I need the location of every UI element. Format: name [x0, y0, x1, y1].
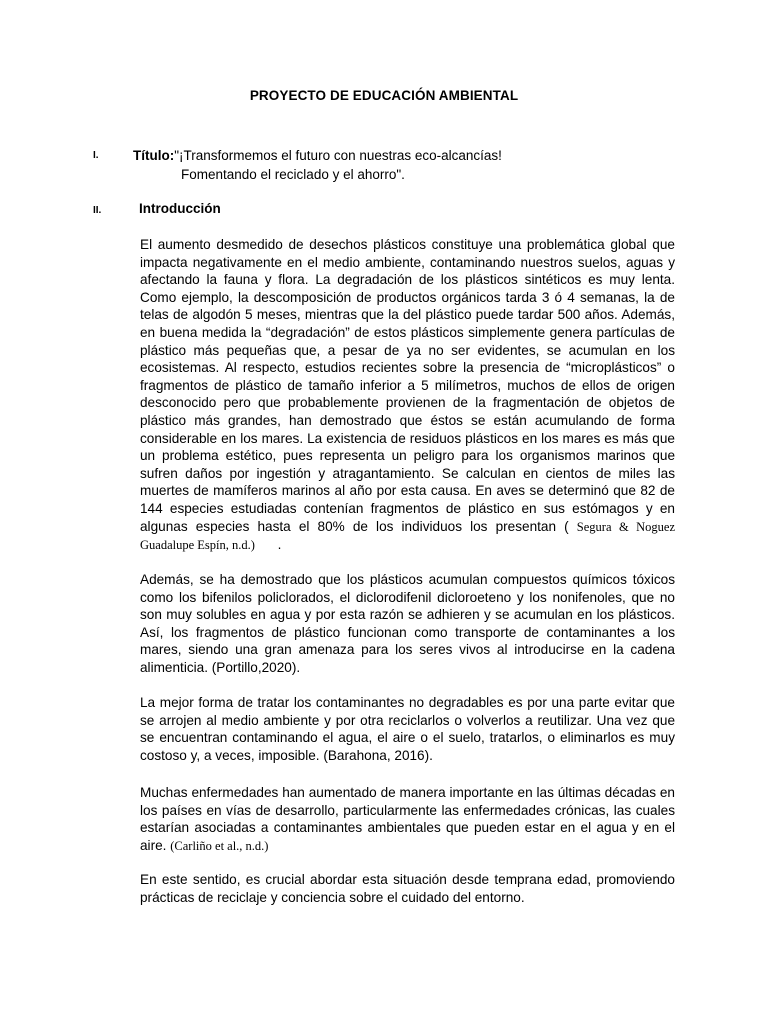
title-text-line-2: Fomentando el reciclado y el ahorro".: [181, 167, 405, 182]
paragraph-4-citation: (Carliño et al., n.d.): [170, 838, 269, 853]
paragraph-1-tail: .: [254, 537, 282, 553]
paragraph-1-citation: Segura & Noguez Guadalupe Espín, n.d.): [140, 519, 675, 553]
paragraph-1-text: El aumento desmedido de desechos plásticos constituye una problemática global que impacta negativamente en el medio ambiente, contaminando nuestros suelos, aguas y afectando la fauna y flora. La degradación de los plásticos sintéticos es muy lenta. Como ejemplo, la descomposición de productos orgánicos tarda 3 ó 4 semanas, la de telas de algodón 5 meses, mientras que la del plástico puede tardar 500 años. Además, en buena medida la “degradación” de estos plásticos simplemente genera partículas de plástico más pequeñas que, a pesar de ya no ser evidentes, se acumulan en los ecosistemas. Al respecto, estudios recientes sobre la presencia de “microplásticos” o fragmentos de plástico de tamaño inferior a 5 milímetros, muchos de ellos de origen desconocido pero que probablemente provienen de la fragmentación de objetos de plástico más grandes, han demostrado que éstos se están acumulando de forma considerable en los mares. La existencia de residuos plásticos en los mares es más que un problema estético, pues representa un peligro para los organismos marinos que sufren daños por ingestión y atragantamiento. Se calculan en cientos de miles las muertes de mamíferos marinos al año por esta causa. En aves se determinó que 82 de 144 especies estudiadas contenían fragmentos de plástico en sus estómagos y en algunas especies hasta el 80% de los individuos los presentan (: [140, 237, 675, 534]
document-title: PROYECTO DE EDUCACIÓN AMBIENTAL: [249, 88, 519, 103]
paragraph-5: En este sentido, es crucial abordar esta situación desde temprana edad, promoviendo prácticas de reciclaje y conciencia sobre el cuidado del entorno.: [140, 872, 675, 905]
paragraph-1: [140, 236, 675, 555]
project-title-line-1: [133, 146, 502, 165]
section-number-ii: II.: [93, 205, 102, 216]
paragraph-3: La mejor forma de tratar los contaminantes no degradables es por una parte evitar que se arrojen al medio ambiente y por otra reciclarlos o volverlos a reutilizar. Una vez que se encuentran contaminando el agua, el aire o el suelo, tratarlos, o eliminarlos es muy costoso y, a veces, imposible. (Barahona, 2016).: [140, 695, 675, 763]
title-text-line-1: "¡Transformemos el futuro con nuestras eco-alcancías!: [174, 148, 502, 163]
paragraph-4-text: Muchas enfermedades han aumentado de manera importante en las últimas décadas en los países en vías de desarrollo, particularmente las enfermedades crónicas, las cuales estarían asociadas a contaminantes ambientales que pueden estar en el agua y en el aire.: [140, 785, 675, 853]
title-label: Título:: [133, 148, 175, 163]
paragraph-2: Además, se ha demostrado que los plásticos acumulan compuestos químicos tóxicos como los bifenilos policlorados, el diclorodifenil dicloroeteno y los nonifenoles, que no son muy solubles en agua y por esta razón se adhieren y se acumulan en los plásticos. Así, los fragmentos de plástico funcionan como transporte de contaminantes a los mares, siendo una gran amenaza para los seres vivos al introducirse en la cadena alimenticia. (Portillo,2020).: [140, 572, 675, 675]
section-number-i: I.: [93, 150, 99, 161]
paragraph-4: [140, 784, 675, 855]
introduction-heading: Introducción: [139, 201, 221, 216]
